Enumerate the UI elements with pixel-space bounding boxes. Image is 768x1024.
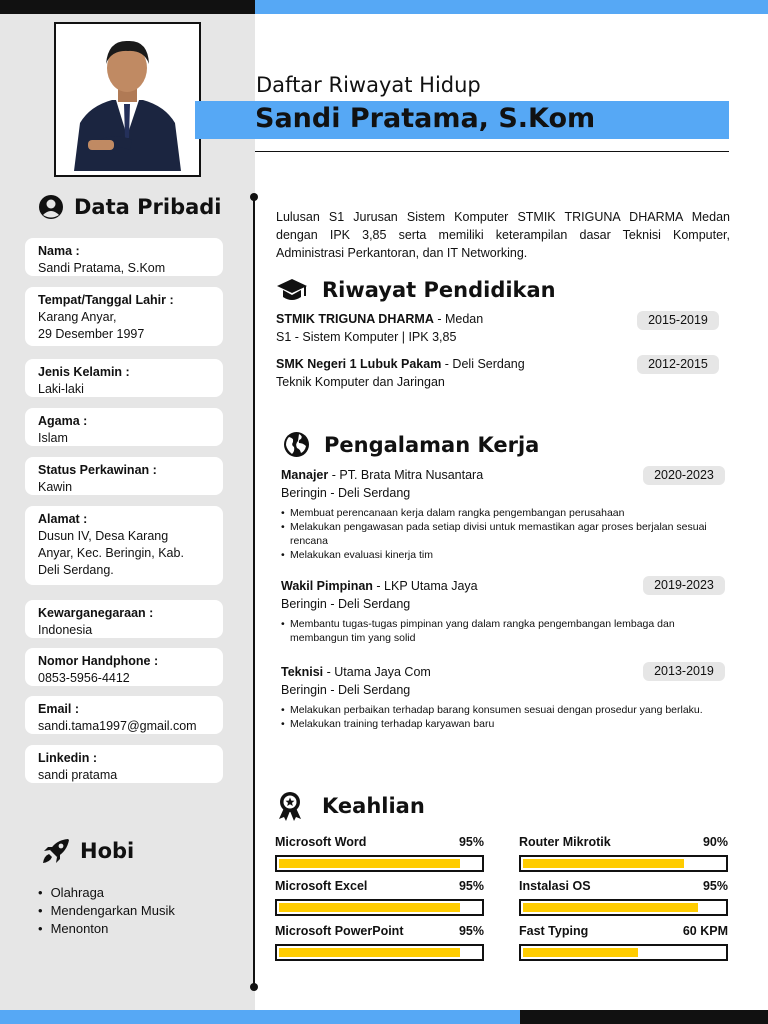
school-place: - Medan — [433, 312, 484, 326]
info-value: Kawin — [38, 480, 73, 494]
year-badge: 2019-2023 — [643, 576, 725, 595]
info-label: Email : — [38, 702, 79, 716]
education-school — [276, 356, 525, 373]
skill-item — [519, 923, 728, 961]
job-duties — [281, 703, 726, 731]
skill-fill — [523, 948, 638, 957]
timeline-line — [253, 197, 255, 985]
skill-item — [275, 878, 484, 916]
skill-bar — [519, 855, 728, 872]
bottom-black-strip — [520, 1010, 768, 1024]
top-black-strip — [0, 0, 255, 14]
skill-item — [275, 834, 484, 872]
profile-summary: Lulusan S1 Jurusan Sistem Komputer STMIK TRIGUNA DHARMA Medan dengan IPK 3,85 serta memiliki keterampilan dasar Teknisi Komputer, Administrasi Perkantoran, dan IT Networking. — [276, 210, 730, 260]
info-label: Tempat/Tanggal Lahir : — [38, 293, 174, 307]
duty-item: • Melakukan training terhadap karyawan baru — [281, 717, 726, 731]
info-value: sandi pratama — [38, 768, 118, 782]
job-location: Beringin - Deli Serdang — [281, 597, 411, 611]
hobby-item: • Menonton — [38, 920, 175, 938]
award-ribbon-icon — [276, 791, 304, 821]
personal-data-title: Data Pribadi — [74, 195, 222, 219]
education-school — [276, 311, 483, 328]
job-duties — [281, 506, 726, 562]
job-role: Teknisi — [281, 665, 324, 679]
info-label: Agama : — [38, 414, 88, 428]
info-value: Karang Anyar, 29 Desember 1997 — [38, 310, 145, 341]
info-label: Jenis Kelamin : — [38, 365, 130, 379]
globe-icon — [283, 431, 310, 458]
skill-bar — [519, 944, 728, 961]
skill-name: Instalasi OS — [519, 879, 591, 893]
header-divider — [255, 151, 729, 152]
year-badge: 2013-2019 — [643, 662, 725, 681]
skill-value: 90% — [702, 835, 728, 849]
skill-fill — [523, 859, 684, 868]
job-location: Beringin - Deli Serdang — [281, 683, 411, 697]
school-name: STMIK TRIGUNA DHARMA — [276, 312, 434, 326]
skill-item — [519, 834, 728, 872]
duty-item: • Membuat perencanaan kerja dalam rangka pengembangan perusahaan — [281, 506, 726, 520]
top-blue-strip — [255, 0, 768, 14]
education-detail: S1 - Sistem Komputer | IPK 3,85 — [276, 330, 457, 344]
year-badge: 2020-2023 — [643, 466, 725, 485]
hobby-item: • Mendengarkan Musik — [38, 902, 175, 920]
skill-bar — [275, 944, 484, 961]
education-title: Riwayat Pendidikan — [322, 278, 556, 302]
skill-name: Microsoft Word — [275, 835, 367, 849]
rocket-icon — [42, 838, 70, 864]
job-company: - LKP Utama Jaya — [372, 579, 478, 593]
job-role: Manajer — [281, 468, 329, 482]
info-label: Kewarganegaraan : — [38, 606, 154, 620]
info-label: Alamat : — [38, 512, 88, 526]
user-circle-icon — [38, 194, 64, 220]
info-card-religion — [25, 408, 223, 446]
skill-value: 95% — [458, 835, 484, 849]
skills-title: Keahlian — [322, 794, 425, 818]
skill-item — [275, 923, 484, 961]
graduation-cap-icon — [276, 277, 308, 303]
job-title — [281, 578, 478, 595]
hobby-heading — [42, 838, 134, 864]
skill-name: Router Mikrotik — [519, 835, 611, 849]
info-label: Nama : — [38, 244, 80, 258]
skill-name: Microsoft Excel — [275, 879, 368, 893]
education-detail: Teknik Komputer dan Jaringan — [276, 375, 445, 389]
job-location: Beringin - Deli Serdang — [281, 486, 411, 500]
job-company: - PT. Brata Mitra Nusantara — [328, 468, 484, 482]
info-card-nationality — [25, 600, 223, 638]
year-badge: 2012-2015 — [637, 355, 719, 374]
skill-value: 95% — [458, 924, 484, 938]
hobby-title: Hobi — [80, 839, 135, 863]
info-label: Nomor Handphone : — [38, 654, 159, 668]
info-value: Islam — [38, 431, 68, 445]
job-duties — [281, 617, 726, 645]
skill-value: 95% — [458, 879, 484, 893]
skill-fill — [279, 948, 460, 957]
info-card-gender — [25, 359, 223, 397]
job-role: Wakil Pimpinan — [281, 579, 373, 593]
skill-fill — [523, 903, 698, 912]
info-card-address — [25, 506, 223, 585]
skill-bar — [519, 899, 728, 916]
info-value: sandi.tama1997@gmail.com — [38, 719, 197, 733]
duty-item: • Membantu tugas-tugas pimpinan yang dalam rangka pengembangan lembaga dan membangun tim yang solid — [281, 617, 726, 645]
timeline-dot-bottom — [250, 983, 258, 991]
duty-item: • Melakukan pengawasan pada setiap divisi untuk memastikan agar proses berjalan sesuai rencana — [281, 520, 726, 548]
skill-bar — [275, 855, 484, 872]
skill-name: Microsoft PowerPoint — [275, 924, 404, 938]
skill-fill — [279, 903, 460, 912]
duty-item: • Melakukan perbaikan terhadap barang konsumen sesuai dengan prosedur yang berlaku. — [281, 703, 726, 717]
skill-value: 95% — [702, 879, 728, 893]
skill-name: Fast Typing — [519, 924, 589, 938]
info-value: Indonesia — [38, 623, 93, 637]
profile-photo-frame — [54, 22, 201, 177]
skill-fill — [279, 859, 460, 868]
info-card-phone — [25, 648, 223, 686]
skill-value: 60 KPM — [682, 924, 728, 938]
info-label: Status Perkawinan : — [38, 463, 157, 477]
school-name: SMK Negeri 1 Lubuk Pakam — [276, 357, 442, 371]
cv-subtitle: Daftar Riwayat Hidup — [256, 73, 481, 97]
skill-bar — [275, 899, 484, 916]
cv-name: Sandi Pratama, S.Kom — [255, 103, 596, 134]
info-value: Dusun IV, Desa Karang Anyar, Kec. Beringin, Kab. Deli Serdang. — [38, 529, 184, 577]
person-portrait-icon — [60, 28, 195, 171]
job-company: - Utama Jaya Com — [323, 665, 431, 679]
duty-item: • Melakukan evaluasi kinerja tim — [281, 548, 726, 562]
profile-photo — [60, 28, 195, 171]
info-card-marital — [25, 457, 223, 495]
info-card-linkedin — [25, 745, 223, 783]
info-value: Sandi Pratama, S.Kom — [38, 261, 166, 275]
experience-title: Pengalaman Kerja — [324, 432, 540, 457]
school-place: - Deli Serdang — [441, 357, 525, 371]
info-card-email — [25, 696, 223, 734]
info-value: Laki-laki — [38, 382, 84, 396]
skills-heading — [276, 791, 425, 821]
job-title — [281, 467, 483, 484]
bottom-blue-strip — [0, 1010, 520, 1024]
skill-item — [519, 878, 728, 916]
personal-data-heading — [38, 194, 222, 220]
hobby-list — [38, 884, 175, 938]
info-value: 0853-5956-4412 — [38, 671, 130, 685]
info-card-name — [25, 238, 223, 276]
year-badge: 2015-2019 — [637, 311, 719, 330]
info-label: Linkedin : — [38, 751, 98, 765]
hobby-item: • Olahraga — [38, 884, 175, 902]
education-heading — [276, 277, 556, 303]
job-title — [281, 664, 431, 681]
experience-heading — [283, 431, 539, 458]
info-card-birth — [25, 287, 223, 346]
timeline-dot-top — [250, 193, 258, 201]
